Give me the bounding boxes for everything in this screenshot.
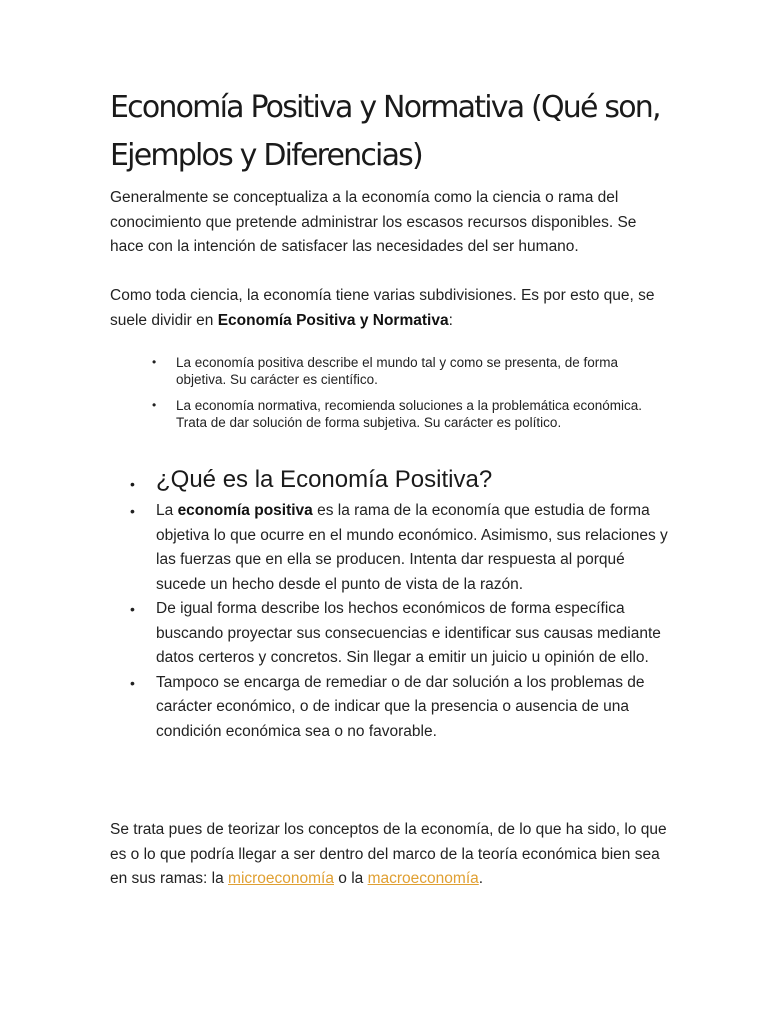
closing-text: Se trata pues de teorizar los conceptos de la economía, de lo que ha sido, lo que es o lo que podría llegar a ser dentro del marco de la teoría económica bien sea en sus ramas: la <box>110 821 667 887</box>
closing-period: . <box>478 870 484 887</box>
positive-economy-section <box>128 463 673 744</box>
summary-item-normative: • La economía normativa, recomienda soluciones a la problemática económica. Trata de dar solución de forma subjetiva. Su carácter es político. <box>150 397 670 431</box>
section-item-description: • De igual forma describe los hechos económicos de forma específica buscando proyectar sus consecuencias e identificar sus causas mediante datos certeros y concretos. Sin llegar a emitir un juicio u opinión de ello. <box>128 597 673 671</box>
section-heading: • ¿Qué es la Economía Positiva? <box>128 463 673 497</box>
item1-after: es la rama de la economía que estudia de forma objetiva lo que ocurre en el mundo económico. Asimismo, sus relaciones y las fuerzas que en ella se producen. Intenta dar respuesta al porqué sucede un hecho desde el punto de vista de la razón. <box>156 502 668 593</box>
item1-before: La <box>156 502 178 519</box>
division-paragraph <box>110 284 670 333</box>
closing-middle: o la <box>334 870 368 887</box>
intro-paragraph: Generalmente se conceptualiza a la economía como la ciencia o rama del conocimiento que pretende administrar los escasos recursos disponibles. Se hace con la intención de satisfacer las necesidades del ser humano. <box>110 189 637 255</box>
division-colon: : <box>448 311 453 329</box>
summary-item-positive: • La economía positiva describe el mundo tal y como se presenta, de forma objetiva. Su carácter es científico. <box>150 354 670 388</box>
section-item-scope: • Tampoco se encarga de remediar o de dar solución a los problemas de carácter económico, o de indicar que la presencia o ausencia de una condición económica sea o no favorable. <box>128 671 673 745</box>
microeconomia-link[interactable]: microeconomía <box>228 870 334 887</box>
division-bold-term: Economía Positiva y Normativa <box>217 311 449 329</box>
section-item-definition <box>128 499 673 597</box>
closing-paragraph <box>110 818 670 892</box>
item1-bold-term: economía positiva <box>177 502 313 519</box>
summary-list <box>150 354 670 440</box>
article-title: Economía Positiva y Normativa (Qué son, Ejemplos y Diferencias) <box>110 90 660 173</box>
division-text: Como toda ciencia, la economía tiene varias subdivisiones. Es por esto que, se suele dividir en <box>110 287 655 329</box>
macroeconomia-link[interactable]: macroeconomía <box>367 870 479 887</box>
